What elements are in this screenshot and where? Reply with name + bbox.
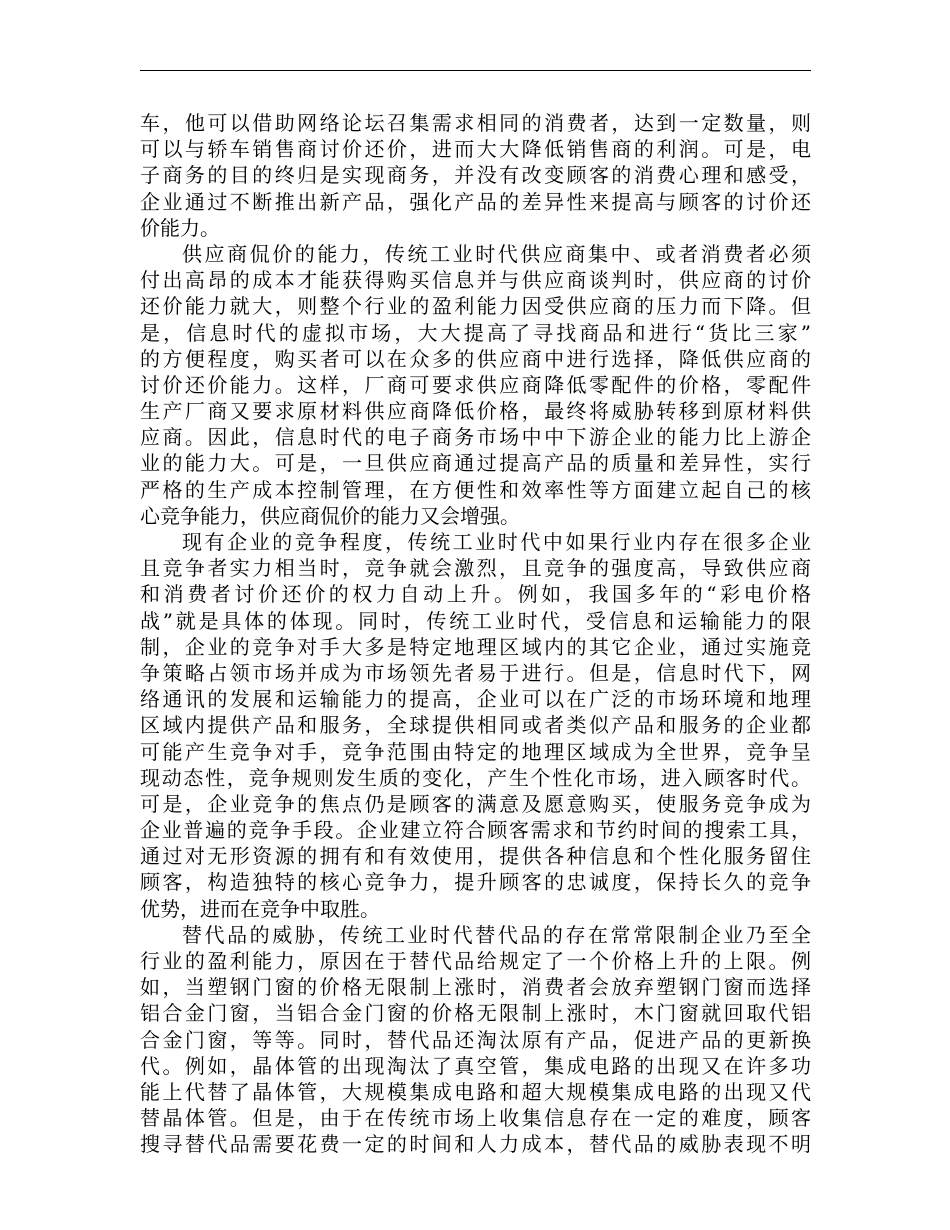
text-line: 的方便程度，购买者可以在众多的供应商中进行选择，降低供应商的 xyxy=(140,346,811,371)
text-line: 能上代替了晶体管，大规模集成电路和超大规模集成电路的出现又代 xyxy=(140,1079,811,1104)
text-line: 合金门窗，等等。同时，替代品还淘汰原有产品，促进产品的更新换 xyxy=(140,1027,811,1052)
text-line: 顾客，构造独特的核心竞争力，提升顾客的忠诚度，保持长久的竞争 xyxy=(140,870,811,895)
text-line: 子商务的目的终归是实现商务，并没有改变顾客的消费心理和感受， xyxy=(140,163,811,188)
text-line: 严格的生产成本控制管理，在方便性和效率性等方面建立起自己的核 xyxy=(140,477,811,502)
text-line: 付出高昂的成本才能获得购买信息并与供应商谈判时，供应商的讨价 xyxy=(140,268,811,293)
text-line: 行业的盈利能力，原因在于替代品给规定了一个价格上升的上限。例 xyxy=(140,949,811,973)
text-line: 和消费者讨价还价的权力自动上升。例如，我国多年的“彩电价格 xyxy=(140,582,811,607)
text-line: 可是，企业竞争的焦点仍是顾客的满意及愿意购买，使服务竞争成为 xyxy=(140,791,811,816)
text-line: 区域内提供产品和服务，全球提供相同或者类似产品和服务的企业都 xyxy=(140,713,811,738)
text-line: 替代品的威胁，传统工业时代替代品的存在常常限制企业乃至全 xyxy=(182,922,811,947)
text-line: 现有企业的竞争程度，传统工业时代中如果行业内存在很多企业 xyxy=(182,530,811,554)
text-line: 还价能力就大，则整个行业的盈利能力因受供应商的压力而下降。但 xyxy=(140,294,811,319)
text-line: 可能产生竞争对手，竞争范围由特定的地理区域成为全世界，竞争呈 xyxy=(140,739,811,764)
text-line: 替晶体管。但是，由于在传统市场上收集信息存在一定的难度，顾客 xyxy=(140,1106,811,1131)
text-line: 优势，进而在竞争中取胜。 xyxy=(140,896,380,921)
header-rule xyxy=(140,70,811,71)
text-line: 争策略占领市场并成为市场领先者易于进行。但是，信息时代下，网 xyxy=(140,660,811,685)
text-line: 心竞争能力，供应商侃价的能力又会增强。 xyxy=(140,503,520,528)
text-line: 价能力。 xyxy=(140,215,220,240)
text-line: 讨价还价能力。这样，厂商可要求供应商降低零配件的价格，零配件 xyxy=(140,372,811,397)
paragraph xyxy=(140,241,811,529)
text-line: 络通讯的发展和运输能力的提高，企业可以在广泛的市场环境和地理 xyxy=(140,687,811,712)
paragraph xyxy=(140,922,811,1158)
text-line: 应商。因此，信息时代的电子商务市场中中下游企业的能力比上游企 xyxy=(140,425,811,450)
body-text xyxy=(140,110,811,1158)
text-line: 企业通过不断推出新产品，强化产品的差异性来提高与顾客的讨价还 xyxy=(140,189,811,214)
text-line: 业的能力大。可是，一旦供应商通过提高产品的质量和差异性，实行 xyxy=(140,451,811,476)
text-line: 且竞争者实力相当时，竞争就会激烈，且竞争的强度高，导致供应商 xyxy=(140,556,811,581)
text-line: 现动态性，竞争规则发生质的变化，产生个性化市场，进入顾客时代。 xyxy=(140,765,811,790)
text-line: 通过对无形资源的拥有和有效使用，提供各种信息和个性化服务留住 xyxy=(140,844,811,869)
paragraph xyxy=(140,529,811,922)
text-line: 代。例如，晶体管的出现淘汰了真空管，集成电路的出现又在许多功 xyxy=(140,1053,811,1078)
text-line: 供应商侃价的能力，传统工业时代供应商集中、或者消费者必须 xyxy=(182,241,811,266)
text-line: 可以与轿车销售商讨价还价，进而大大降低销售商的利润。可是，电 xyxy=(140,137,811,162)
text-line: 铝合金门窗，当铝合金门窗的价格无限制上涨时，木门窗就回取代铝 xyxy=(140,1001,811,1026)
text-line: 战”就是具体的体现。同时，传统工业时代，受信息和运输能力的限 xyxy=(140,608,811,633)
text-line: 车，他可以借助网络论坛召集需求相同的消费者，达到一定数量，则 xyxy=(140,111,811,135)
text-line: 搜寻替代品需要花费一定的时间和人力成本，替代品的威胁表现不明 xyxy=(140,1132,811,1157)
text-line: 如，当塑钢门窗的价格无限制上涨时，消费者会放弃塑钢门窗而选择 xyxy=(140,975,811,1000)
paragraph xyxy=(140,110,811,241)
text-line: 制，企业的竞争对手大多是特定地理区域内的其它企业，通过实施竞 xyxy=(140,634,811,659)
text-line: 生产厂商又要求原材料供应商降低价格，最终将威胁转移到原材料供 xyxy=(140,399,811,424)
text-line: 是，信息时代的虚拟市场，大大提高了寻找商品和进行“货比三家” xyxy=(140,320,811,345)
text-line: 企业普遍的竞争手段。企业建立符合顾客需求和节约时间的搜索工具， xyxy=(140,818,811,843)
